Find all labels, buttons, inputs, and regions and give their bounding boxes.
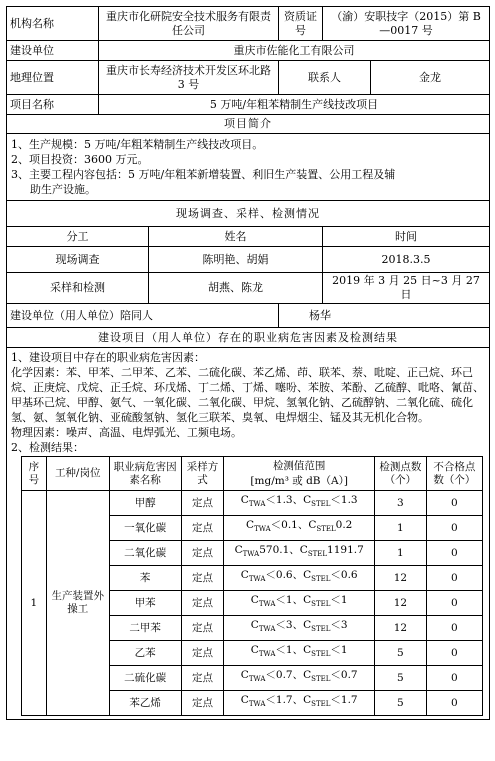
twa-value: ＜1.3、 [265, 494, 304, 507]
intro-body [7, 134, 490, 201]
fail-points: 0 [426, 541, 482, 566]
twa-subscript: TWA [258, 625, 276, 634]
twa-value: ＜3、 [275, 619, 304, 632]
contact-label: 联系人 [279, 61, 371, 95]
stel-value: ＜1.7 [330, 694, 358, 707]
builder-label: 建设单位 [7, 41, 99, 61]
stel-subscript: STEL [311, 600, 331, 609]
header-job: 工种/岗位 [46, 457, 109, 491]
header-fail: 不合格点数（个） [426, 457, 482, 491]
stel-subscript: STEL [311, 500, 331, 509]
header-factor: 职业病危害因素名称 [109, 457, 181, 491]
twa-symbol: C [240, 494, 249, 507]
detection-body [22, 491, 483, 716]
escort-name: 杨华 [279, 304, 490, 328]
header-no: 序号 [22, 457, 47, 491]
survey-time: 2019 年 3 月 25 日~3 月 27 日 [323, 273, 490, 304]
detection-range [224, 566, 375, 591]
stel-value: ＜0.6 [330, 569, 358, 582]
group-job: 生产装置外操工 [46, 491, 109, 716]
twa-subscript: TWA [248, 700, 266, 709]
intro-line-3b: 助生产设施。 [30, 183, 96, 196]
cert-label: 资质证号 [279, 7, 323, 41]
fail-points: 0 [426, 616, 482, 641]
header-method: 采样方式 [181, 457, 224, 491]
survey-task: 现场调查 [7, 247, 149, 273]
stel-subscript: STEL [311, 700, 331, 709]
detection-points: 12 [375, 566, 427, 591]
detection-points: 1 [375, 516, 427, 541]
twa-value: ＜1.7、 [265, 694, 304, 707]
survey-title: 现场调查、采样、检测情况 [7, 201, 490, 227]
results-p2: 2、检测结果： [11, 441, 84, 454]
fail-points: 0 [426, 666, 482, 691]
twa-subscript: TWA [254, 525, 271, 534]
factor-name: 苯 [109, 566, 181, 591]
twa-value: ＜0.6、 [265, 569, 304, 582]
detection-points: 1 [375, 541, 427, 566]
intro-line-1: 1、生产规模：5 万吨/年粗苯精制生产线技改项目。 [11, 138, 264, 151]
stel-symbol: C [303, 594, 312, 607]
escort-label: 建设单位（用人单位）陪同人 [7, 304, 279, 328]
fail-points: 0 [426, 516, 482, 541]
stel-value: ＜1 [330, 644, 348, 657]
detection-points: 5 [375, 691, 427, 716]
survey-col-name: 姓名 [149, 227, 323, 247]
survey-col-task: 分工 [7, 227, 149, 247]
factor-name: 二硫化碳 [109, 666, 181, 691]
stel-symbol: C [303, 619, 312, 632]
results-p1: 1、建设项目中存在的职业病危害因素： [11, 351, 205, 364]
fail-points: 0 [426, 591, 482, 616]
detection-range [224, 491, 375, 516]
detection-points: 5 [375, 666, 427, 691]
fail-points: 0 [426, 691, 482, 716]
stel-value: 0.2 [335, 519, 353, 532]
sampling-method: 定点 [181, 641, 224, 666]
header-range-label: 检测值范围 [272, 459, 326, 472]
survey-time: 2018.3.5 [323, 247, 490, 273]
twa-subscript: TWA [242, 550, 260, 559]
twa-subscript: TWA [248, 675, 266, 684]
stel-symbol: C [303, 644, 312, 657]
detection-table [21, 456, 483, 716]
group-no: 1 [22, 491, 47, 716]
twa-subscript: TWA [258, 600, 276, 609]
twa-symbol: C [240, 669, 249, 682]
fail-points: 0 [426, 491, 482, 516]
twa-symbol: C [250, 644, 259, 657]
stel-value: ＜0.7 [330, 669, 358, 682]
detection-range [224, 616, 375, 641]
sampling-method: 定点 [181, 491, 224, 516]
factor-name: 甲苯 [109, 591, 181, 616]
stel-symbol: C [303, 669, 312, 682]
project-value: 5 万吨/年粗苯精制生产线技改项目 [99, 95, 490, 115]
twa-subscript: TWA [248, 575, 266, 584]
twa-value: ＜1、 [275, 644, 304, 657]
twa-symbol: C [250, 594, 259, 607]
stel-symbol: C [299, 544, 308, 557]
stel-subscript: STEL [311, 675, 331, 684]
factor-name: 二氧化碳 [109, 541, 181, 566]
twa-symbol: C [246, 519, 255, 532]
factor-name: 乙苯 [109, 641, 181, 666]
twa-symbol: C [240, 569, 249, 582]
stel-value: 1191.7 [327, 544, 364, 557]
org-value: 重庆市化研院安全技术服务有限责任公司 [99, 7, 279, 41]
document-page [6, 6, 489, 720]
detection-range [224, 541, 375, 566]
factor-name: 苯乙烯 [109, 691, 181, 716]
survey-task: 采样和检测 [7, 273, 149, 304]
org-label: 机构名称 [7, 7, 99, 41]
detection-points: 12 [375, 591, 427, 616]
results-body [7, 348, 490, 720]
sampling-method: 定点 [181, 541, 224, 566]
stel-subscript: STEL [311, 575, 331, 584]
chemical-factors: 化学因素：苯、甲苯、二甲苯、乙苯、二硫化碳、苯乙烯、茚、联苯、萘、吡啶、正己烷、环己烷、正庚烷、戊烷、正壬烷、环戊烯、丁二烯、丁烯、噻吩、苯胺、苯酚、乙硫醇、吡咯、氰苗、甲基环己烷、甲醇、氨气、一氧化碳、二氧化碳、甲烷、氢氧化钠、乙硫醇钠、二氧化硫、硫化氢、氨、氢氧化钠、亚硫酸氢钠、氢化三联苯、臭氧、电焊烟尘、锰及其无机化合物。 [11, 366, 484, 424]
detection-range [224, 516, 375, 541]
factor-name: 一氧化碳 [109, 516, 181, 541]
sampling-method: 定点 [181, 666, 224, 691]
physical-factors: 物理因素：噪声、高温、电焊弧光、工频电场。 [11, 426, 242, 439]
twa-value: ＜0.1、 [270, 519, 309, 532]
twa-subscript: TWA [248, 500, 266, 509]
location-value: 重庆市长寿经济技术开发区环北路 3 号 [99, 61, 279, 95]
survey-col-time: 时间 [323, 227, 490, 247]
header-points: 检测点数（个） [375, 457, 427, 491]
stel-subscript: STEL [307, 550, 328, 559]
stel-symbol: C [308, 519, 317, 532]
detection-row [22, 491, 483, 516]
location-label: 地理位置 [7, 61, 99, 95]
detection-points: 12 [375, 616, 427, 641]
stel-subscript: STEL [311, 625, 331, 634]
sampling-method: 定点 [181, 591, 224, 616]
stel-symbol: C [303, 494, 312, 507]
twa-symbol: C [250, 619, 259, 632]
detection-points: 5 [375, 641, 427, 666]
intro-line-2: 2、项目投资：3600 万元。 [11, 153, 149, 166]
sampling-method: 定点 [181, 616, 224, 641]
survey-name: 胡燕、陈龙 [149, 273, 323, 304]
stel-value: ＜1.3 [330, 494, 358, 507]
fail-points: 0 [426, 566, 482, 591]
twa-symbol: C [234, 544, 243, 557]
stel-value: ＜1 [330, 594, 348, 607]
stel-symbol: C [303, 694, 312, 707]
stel-symbol: C [303, 569, 312, 582]
project-label: 项目名称 [7, 95, 99, 115]
detection-range [224, 666, 375, 691]
sampling-method: 定点 [181, 516, 224, 541]
cert-value: （渝）安职技字（2015）第 B—0017 号 [323, 7, 490, 41]
stel-subscript: STEL [316, 525, 336, 534]
builder-value: 重庆市佐能化工有限公司 [99, 41, 490, 61]
detection-range [224, 591, 375, 616]
twa-value: ＜1、 [275, 594, 304, 607]
detection-range [224, 691, 375, 716]
factor-name: 甲醇 [109, 491, 181, 516]
twa-value: 570.1、 [259, 544, 300, 557]
results-title: 建设项目（用人单位）存在的职业病危害因素及检测结果 [7, 328, 490, 348]
factor-name: 二甲苯 [109, 616, 181, 641]
detection-points: 3 [375, 491, 427, 516]
intro-line-3a: 3、主要工程内容包括：5 万吨/年粗苯新增装置、利旧生产装置、公用工程及辅 [11, 168, 396, 181]
detection-range [224, 641, 375, 666]
twa-subscript: TWA [258, 650, 276, 659]
header-range-unit: [mg/m³ 或 dB（A）] [250, 474, 348, 487]
sampling-method: 定点 [181, 566, 224, 591]
twa-symbol: C [240, 694, 249, 707]
stel-value: ＜3 [330, 619, 348, 632]
sampling-method: 定点 [181, 691, 224, 716]
contact-value: 金龙 [371, 61, 490, 95]
fail-points: 0 [426, 641, 482, 666]
twa-value: ＜0.7、 [265, 669, 304, 682]
info-table [6, 6, 490, 720]
intro-title: 项目简介 [7, 115, 490, 134]
detection-header-row [22, 457, 483, 491]
survey-name: 陈明艳、胡娟 [149, 247, 323, 273]
stel-subscript: STEL [311, 650, 331, 659]
header-range [224, 457, 375, 491]
